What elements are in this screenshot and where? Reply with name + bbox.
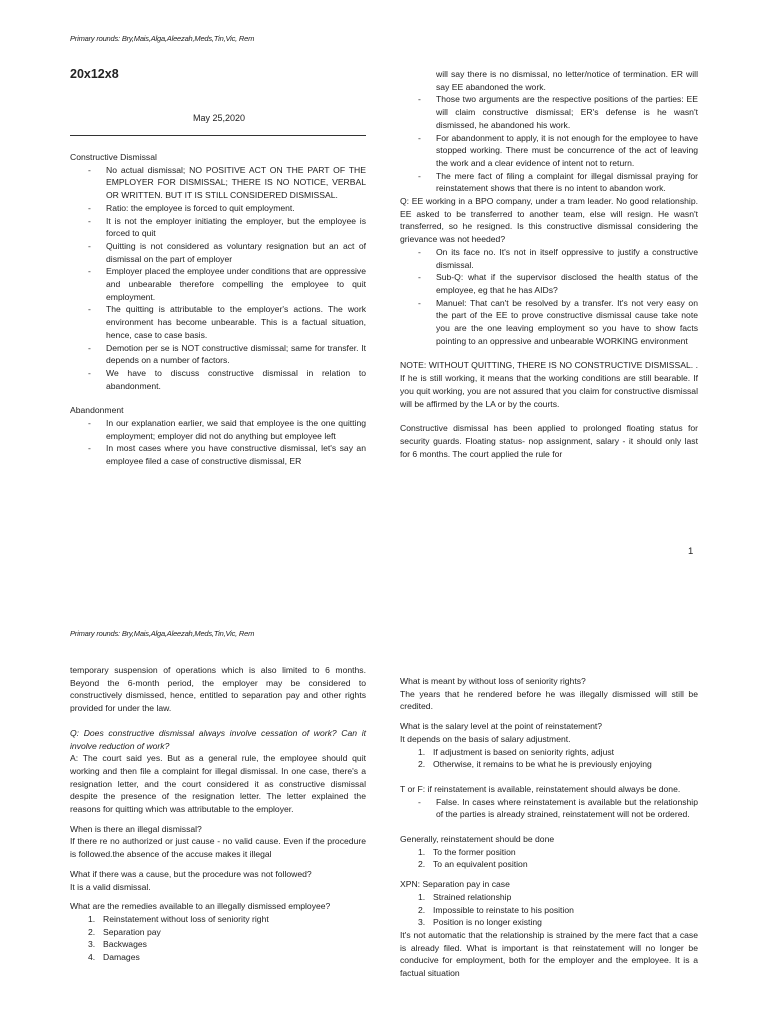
list-item: 2. To an equivalent position bbox=[418, 859, 528, 870]
abandonment-continued-list bbox=[400, 68, 698, 195]
general-rule: Generally, reinstatement should be done bbox=[400, 834, 555, 845]
answer-cessation: A: The court said yes. But as a general rule, the employee should quit working and then file a complaint for illegal dismissal. In one case, there's a resignation letter, and the court considered it as constructive dismissal despite the presence of the resignation letter. The letter explained the reasons for quitting which was attributable to the employer. bbox=[70, 753, 366, 815]
floating-status-paragraph: Constructive dismissal has been applied to prolonged floating status for security guards. Floating status- nop assignment, salary - it should only last for 6 months. The court applied the rule for bbox=[400, 423, 698, 459]
left-column bbox=[70, 664, 366, 964]
list-item: - The mere fact of filing a complaint for illegal dismissal praying for reinstatement shows that there is no intent to abandon work. bbox=[418, 170, 698, 195]
list-item: - In our explanation earlier, we said that employee is the one quitting employment; employer did not do anything but employee left bbox=[88, 417, 366, 442]
section-heading-abandonment: Abandonment bbox=[70, 405, 124, 416]
page-gap bbox=[0, 566, 768, 622]
question-seniority: What is meant by without loss of seniority rights? bbox=[400, 676, 586, 686]
true-false-answer-list bbox=[400, 796, 698, 821]
list-item: 2. Separation pay bbox=[88, 926, 161, 937]
intro-paragraph: temporary suspension of operations which is also limited to 6 months. Beyond the 6-month period, the employer may be considered to constructively dismissed, hence, entitled to separation pay and other rights provided for under the law. bbox=[70, 665, 366, 714]
section-heading-constructive-dismissal: Constructive Dismissal bbox=[70, 152, 157, 162]
final-paragraph: It's not automatic that the relationship is strained by the mere fact that a case is already filed. What is important is that reinstatement will no longer be conducive for employment, both for the employer and the employee. It is a factual situation bbox=[400, 929, 698, 979]
bpo-question: Q: EE working in a BPO company, under a tram leader. No good relationship. EE asked to be transferred to another team, else will resign. He wasn't transferred, so he resigned. Is this constructive dismissal considering the grievance was not heeded? bbox=[400, 196, 698, 245]
divider-line bbox=[70, 135, 366, 136]
list-item: 3. Position is no longer existing bbox=[418, 917, 542, 928]
list-item: - Sub-Q: what if the supervisor disclosed the health status of the employee, eg that he has AIDs? bbox=[418, 271, 698, 296]
list-item: 1. Reinstatement without loss of seniority right bbox=[88, 913, 269, 924]
list-item: 1. If adjustment is based on seniority rights, adjust bbox=[418, 746, 615, 757]
list-item: - Employer placed the employee under conditions that are oppressive and unbearable therefore compelling the employee to quit employment. bbox=[88, 265, 366, 303]
left-column bbox=[70, 151, 366, 468]
list-item: - Those two arguments are the respective positions of the parties: EE will claim constructive dismissal; ER's defense is he wasn't dismissed, he abandoned his work. bbox=[418, 93, 698, 131]
right-column bbox=[400, 675, 698, 980]
page-header: Primary rounds: Bry,Mais,Alga,Aleezah,Meds,Tin,Vic, Rem bbox=[70, 629, 255, 638]
list-item: - On its face no. It's not in itself oppressive to justify a constructive dismissal. bbox=[418, 246, 698, 271]
list-item: 2. Otherwise, it remains to be what he is previously enjoying bbox=[418, 759, 652, 770]
list-item: - Ratio: the employee is forced to quit employment. bbox=[88, 202, 366, 215]
page-header: Primary rounds: Bry,Mais,Alga,Aleezah,Meds,Tin,Vic, Rem bbox=[70, 34, 255, 43]
question-illegal-dismissal: When is there an illegal dismissal? bbox=[70, 823, 202, 834]
list-item: 4. Damages bbox=[88, 952, 140, 963]
answer-seniority: The years that he rendered before he was illegally dismissed will still be credited. bbox=[400, 688, 698, 712]
abandonment-list bbox=[70, 417, 366, 468]
list-item: 1. To the former position bbox=[418, 846, 516, 857]
note-paragraph: NOTE: WITHOUT QUITTING, THERE IS NO CONSTRUCTIVE DISMISSAL. . If he is still working, it means that the working conditions are still bearable. If you quit working, you are not assured that you claim for constructive dismissal will be affirmed by the LA or by the courts. bbox=[400, 360, 698, 409]
question-remedies: What are the remedies available to an illegally dismissed employee? bbox=[70, 901, 331, 912]
bpo-answer-list bbox=[400, 246, 698, 348]
list-item: - It is not the employer initiating the employer, but the employee is forced to quit bbox=[88, 215, 366, 240]
list-item: 1. Strained relationship bbox=[418, 891, 512, 902]
list-item-continued: will say there is no dismissal, no letter/notice of termination. ER will say EE abandoned the work. bbox=[436, 69, 698, 92]
list-item: - Quitting is not considered as voluntary resignation but an act of dismissal on the part of employer bbox=[88, 240, 366, 265]
document-date: May 25,2020 bbox=[192, 113, 246, 123]
exception-heading: XPN: Separation pay in case bbox=[400, 879, 510, 890]
remedies-list bbox=[70, 913, 366, 964]
answer-salary-level: It depends on the basis of salary adjustment. bbox=[400, 733, 571, 744]
list-item: 2. Impossible to reinstate to his position bbox=[418, 904, 574, 915]
list-item: - Demotion per se is NOT constructive dismissal; same for transfer. It depends on a number of factors. bbox=[88, 342, 366, 367]
page-number: 1 bbox=[688, 546, 694, 557]
list-item: - No actual dismissal; NO POSITIVE ACT ON THE PART OF THE EMPLOYER FOR DISMISSAL; THERE IS NO NOTICE, VERBAL OR WRITTEN. BUT IT IS STILL CONSIDERED DISMISSAL. bbox=[88, 164, 366, 202]
salary-list bbox=[400, 746, 698, 771]
constructive-dismissal-list bbox=[70, 164, 366, 393]
list-item: - For abandonment to apply, it is not enough for the employee to have stopped working. There must be concurrence of the act of leaving the work and a clear evidence of intent not to return. bbox=[418, 132, 698, 170]
reinstatement-list bbox=[400, 846, 698, 871]
list-item: - The quitting is attributable to the employer's actions. The work environment has become unbearable. This is a factual situation, hence, case to case basis. bbox=[88, 303, 366, 341]
answer-illegal-dismissal: If there re no authorized or just cause - no valid cause. Even if the procedure is followed.the absence of the accuse makes it illegal bbox=[70, 836, 366, 860]
question-procedure: What if there was a cause, but the procedure was not followed? bbox=[70, 868, 312, 879]
list-item: - Manuel: That can't be resolved by a transfer. It's not very easy on the part of the EE to prove constructive dismissal cause take note you are the one leaving employment so you have to show facts pointing to an oppressive and unbearable WORKING environment bbox=[418, 297, 698, 348]
answer-procedure: It is a valid dismissal. bbox=[70, 881, 151, 892]
list-item: - In most cases where you have constructive dismissal, let's say an employee filed a case of constructive dismissal, ER bbox=[88, 442, 366, 467]
document-title: 20x12x8 bbox=[70, 67, 119, 81]
list-item: - We have to discuss constructive dismissal in relation to abandonment. bbox=[88, 367, 366, 392]
true-false-question: T or F: if reinstatement is available, reinstatement should always be done. bbox=[400, 783, 681, 794]
list-item: 3. Backwages bbox=[88, 939, 147, 950]
list-item: - False. In cases where reinstatement is available but the relationship of the parties is already strained, reinstatement will not be ordered. bbox=[418, 796, 698, 821]
question-salary-level: What is the salary level at the point of reinstatement? bbox=[400, 721, 603, 732]
exception-list bbox=[400, 891, 698, 929]
question-cessation: Q: Does constructive dismissal always involve cessation of work? Can it involve reduction of work? bbox=[70, 727, 366, 751]
document-page-2 bbox=[0, 622, 768, 1024]
right-column bbox=[400, 68, 698, 460]
